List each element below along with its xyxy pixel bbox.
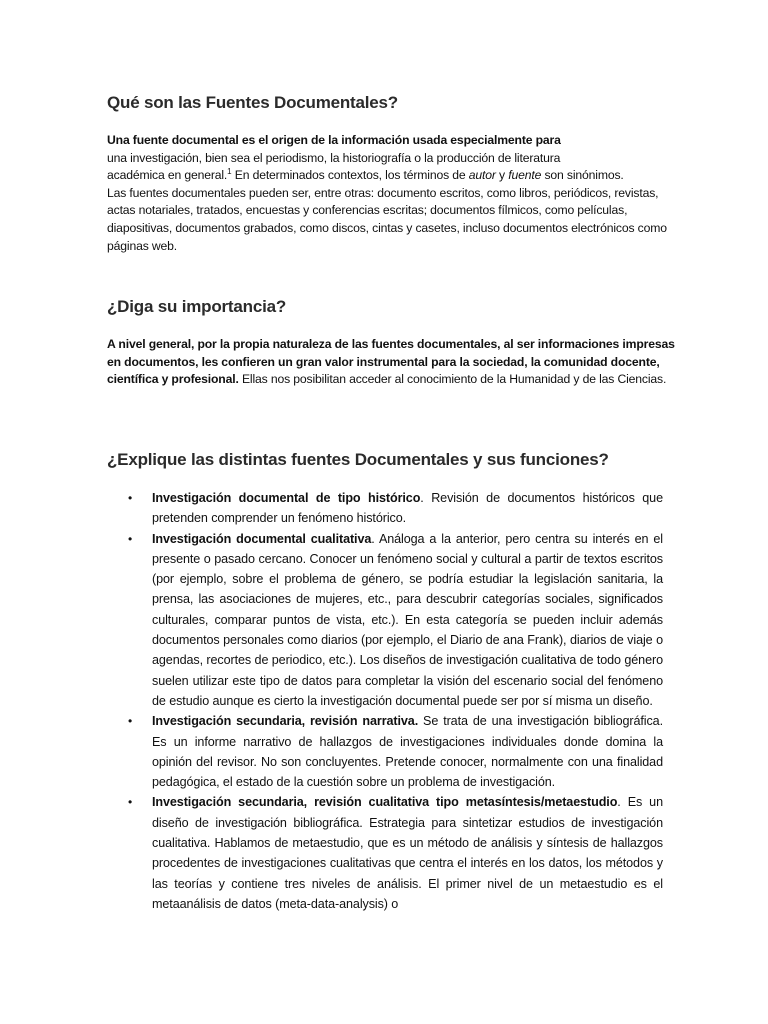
list-item [107, 792, 663, 914]
para-line-3c: y [495, 168, 509, 183]
paragraph-definicion [107, 132, 667, 255]
term-fuente: fuente [508, 168, 542, 183]
list-item [107, 529, 663, 712]
para-line-3b: En determinados contextos, los términos de [231, 168, 469, 183]
para-rest: Las fuentes documentales pueden ser, entre otras: documento escritos, como libros, periódicos, revistas, actas notariales, tratados, encuestas y conferencias escritas; documentos fílmicos, como películas, diapositivas, documentos grabados, como discos, cintas y casetes, incluso documentos electrónicos como páginas web. [107, 185, 667, 253]
item-term: Investigación documental de tipo histórico [152, 491, 421, 505]
fuentes-list [107, 488, 663, 914]
para-line-1: Una fuente documental es el origen de la información usada especialmente para [107, 133, 561, 147]
bullet-icon: • [128, 795, 133, 810]
item-text: Se trata de una investigación bibliográfica. Es un informe narrativo de hallazgos de investigaciones individuales donde domina la opinión del revisor. No son concluyentes. Pretende conocer, normalmente con una finalidad pedagógica, el estado de la cuestión sobre un problema de investigación. [152, 714, 663, 790]
heading-que-son: Qué son las Fuentes Documentales? [107, 93, 398, 112]
bullet-icon: • [128, 491, 133, 505]
term-autor: autor [468, 168, 496, 183]
footnote-ref[interactable]: 1 [227, 167, 232, 177]
paragraph-importancia [107, 336, 679, 389]
item-term: Investigación secundaria, revisión narrativa. [152, 714, 419, 729]
item-text: . Análoga a la anterior, pero centra su interés en el presente o pasado cercano. Conocer un fenómeno social y cultural a partir de textos escritos (por ejemplo, sobre el problema de género, se podría estudiar la legislación sanitaria, la prensa, las asociaciones de mujeres, etc., para descubrir categorías sociales, significados culturales, comparar puntos de vista, etc.). En esta categoría se pueden incluir además documentos personales como diarios (por ejemplo, el Diario de ana Frank), diarios de viaje o agendas, recortes de periodico, etc.). Los diseños de investigación cualitativa de todo género suelen utilizar este tipo de datos para completar la visión del escenario social del fenómeno de estudio aunque es cierto la investigación documental puede ser por sí misma un diseño. [152, 531, 664, 708]
list-item [107, 711, 663, 792]
bullet-icon: • [128, 531, 133, 546]
importancia-bold: A nivel general, por la propia naturaleza de las fuentes documentales, al ser informaciones impresas en documentos, les confieren un gran valor instrumental para la sociedad, la comunidad docente, científica y profesional. [107, 337, 675, 387]
para-line-3a: académica en general. [107, 168, 228, 183]
heading-explique: ¿Explique las distintas fuentes Documentales y sus funciones? [107, 450, 609, 469]
item-text: . Es un diseño de investigación bibliográfica. Estrategia para sintetizar estudios de investigación cualitativa. Hablamos de metaestudio, que es un método de análisis y síntesis de hallazgos procedentes de investigaciones cualitativas que centra el interés en los datos, los métodos y las teorías y contiene tres niveles de análisis. El primer nivel de un metaestudio es el metaanálisis de datos (meta-data-analysis) o [152, 795, 663, 911]
importancia-rest: Ellas nos posibilitan acceder al conocimiento de la Humanidad y de las Ciencias. [238, 372, 667, 387]
bullet-icon: • [128, 714, 133, 729]
heading-importancia: ¿Diga su importancia? [107, 297, 287, 316]
para-line-2: una investigación, bien sea el periodismo, la historiografía o la producción de literatura [107, 150, 561, 165]
para-line-3d: son sinónimos. [541, 168, 624, 183]
list-item [107, 488, 663, 529]
item-term: Investigación secundaria, revisión cualitativa tipo metasíntesis/metaestudio [152, 795, 618, 810]
item-term: Investigación documental cualitativa [152, 531, 372, 546]
item-text: . Revisión de documentos históricos que pretenden comprender un fenómeno histórico. [152, 491, 663, 526]
